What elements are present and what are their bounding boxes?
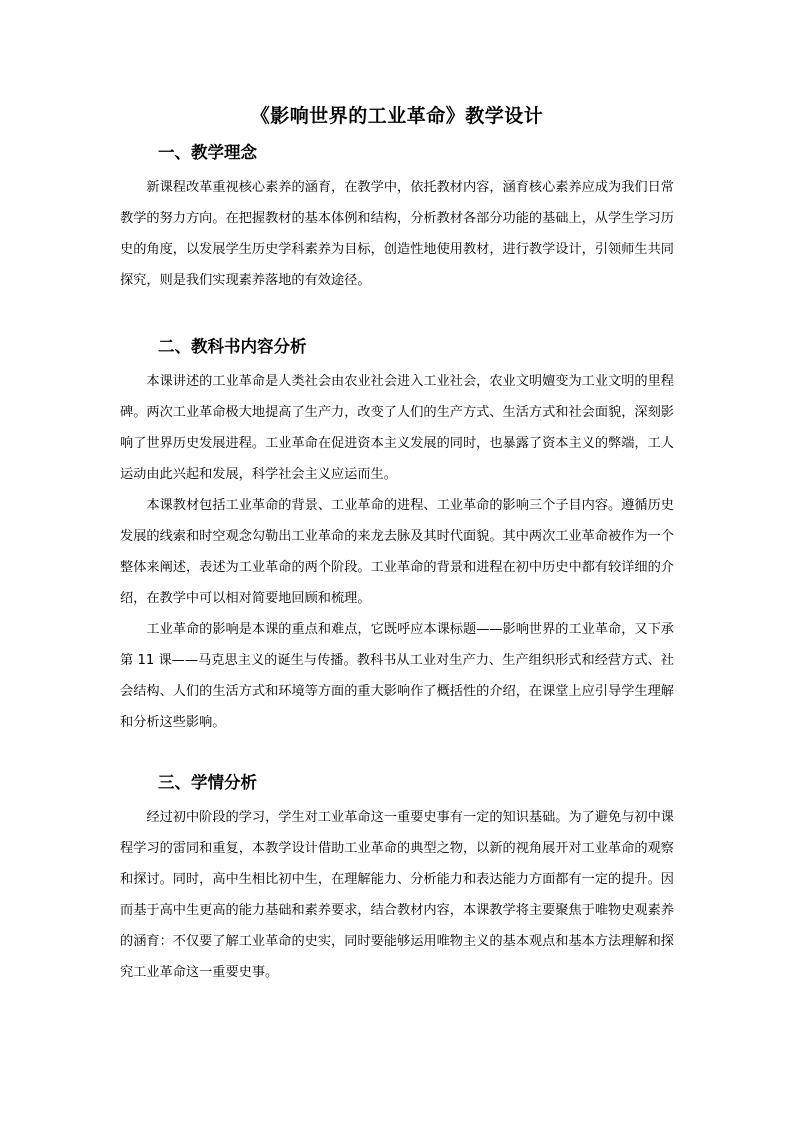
spacer (120, 296, 674, 332)
paragraph: 新课程改革重视核心素养的涵育，在教学中，依托教材内容，涵育核心素养应成为我们日常教学的努力方向。在把握教材的基本体例和结构，分析教材各部分功能的基础上，从学生学习历史的角度，以发展学生历史学科素养为目标，创造性地使用教材，进行教学设计，引领师生共同探究，则是我们实现素养落地的有效途径。 (120, 180, 674, 288)
document-title: 《影响世界的工业革命》教学设计 (250, 105, 544, 127)
spacer (120, 738, 674, 768)
section-heading: 二、教科书内容分析 (158, 337, 307, 356)
section-heading: 一、教学理念 (158, 143, 257, 162)
paragraph: 经过初中阶段的学习，学生对工业革命这一重要史事有一定的知识基础。为了避免与初中课程学习的雷同和重复，本教学设计借助工业革命的典型之物，以新的视角展开对工业革命的观察和探讨。同时，高中生相比初中生，在理解能力、分析能力和表达能力方面都有一定的提升。因而基于高中生更高的能力基础和素养要求，结合教材内容，本课教学将主要聚焦于唯物史观素养的涵育：不仅要了解工业革命的史实，同时要能够运用唯物主义的基本观点和基本方法理解和探究工业革命这一重要史事。 (120, 810, 674, 980)
paragraph: 工业革命的影响是本课的重点和难点，它既呼应本课标题——影响世界的工业革命，又下承第 11 课——马克思主义的诞生与传播。教科书从工业对生产力、生产组织形式和经营方式、社会结构、人们的生活方式和环境等方面的重大影响作了概括性的介绍，在课堂上应引导学生理解和分析这些影响。 (120, 622, 674, 730)
section-heading: 三、学情分析 (158, 773, 257, 792)
section-textbook-analysis (120, 332, 674, 738)
paragraph: 本课讲述的工业革命是人类社会由农业社会进入工业社会，农业文明嬗变为工业文明的里程碑。两次工业革命极大地提高了生产力，改变了人们的生产方式、生活方式和社会面貌，深刻影响了世界历史发展进程。工业革命在促进资本主义发展的同时，也暴露了资本主义的弊端，工人运动由此兴起和发展，科学社会主义应运而生。 (120, 374, 674, 482)
section-teaching-philosophy (120, 138, 674, 296)
section-student-analysis (120, 768, 674, 988)
paragraph: 本课教材包括工业革命的背景、工业革命的进程、工业革命的影响三个子目内容。遵循历史发展的线索和时空观念勾勒出工业革命的来龙去脉及其时代面貌。其中两次工业革命被作为一个整体来阐述，表述为工业革命的两个阶段。工业革命的背景和进程在初中历史中都有较详细的介绍，在教学中可以相对简要地回顾和梳理。 (120, 498, 674, 606)
document-page (120, 100, 674, 988)
